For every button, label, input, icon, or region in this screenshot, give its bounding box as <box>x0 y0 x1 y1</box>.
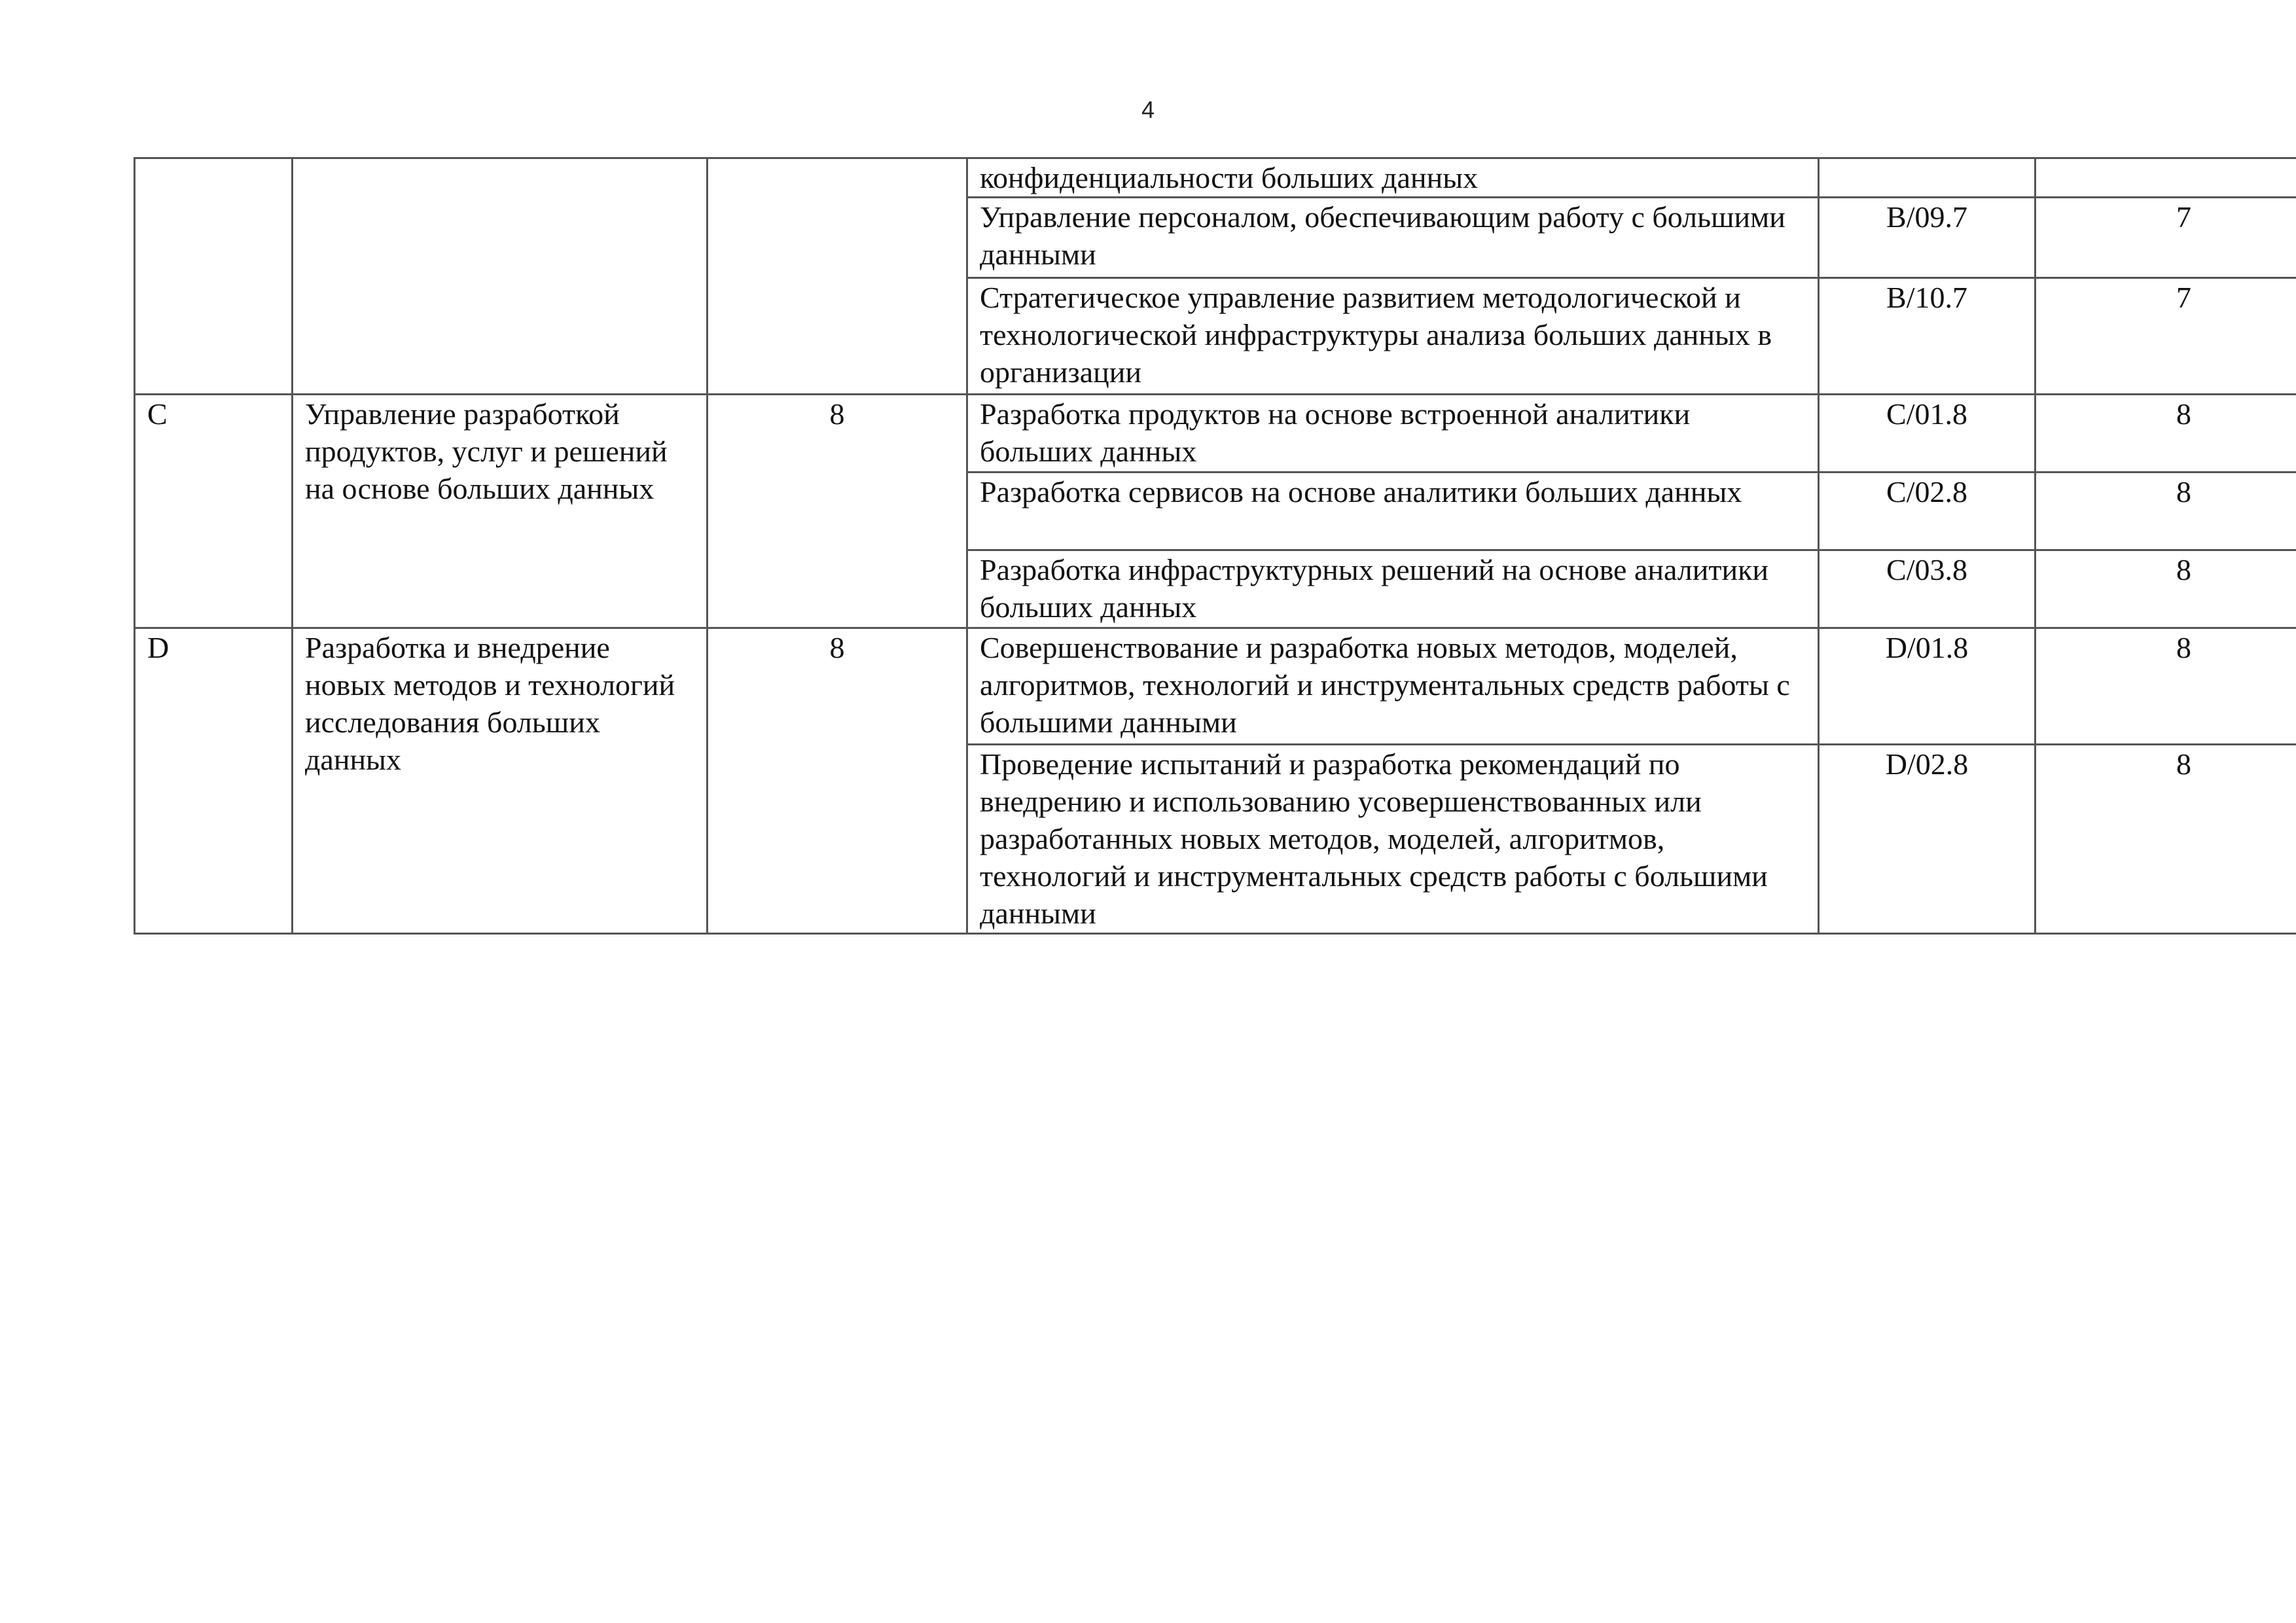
function-code-cell: B/10.7 <box>1819 278 2036 395</box>
function-name-cell: Стратегическое управление развитием методологической и технологической инфраструктуры анализа больших данных в организации <box>967 278 1819 395</box>
group-name-cell <box>293 158 708 395</box>
group-name-cell: Разработка и внедрение новых методов и технологий исследования больших данных <box>293 628 708 934</box>
function-name-cell: Управление персоналом, обеспечивающим работу с большими данными <box>967 198 1819 278</box>
function-code-cell: C/01.8 <box>1819 395 2036 473</box>
group-code-cell: C <box>135 395 293 628</box>
group-level-cell: 8 <box>708 395 967 628</box>
function-code-cell: C/02.8 <box>1819 473 2036 550</box>
group-code-cell <box>135 158 293 395</box>
function-level-cell: 8 <box>2036 745 2296 934</box>
function-code-cell: D/02.8 <box>1819 745 2036 934</box>
function-level-cell: 8 <box>2036 395 2296 473</box>
function-name-cell: Разработка продуктов на основе встроенной аналитики больших данных <box>967 395 1819 473</box>
group-level-cell <box>708 158 967 395</box>
table-row <box>135 395 2296 473</box>
function-code-cell: D/01.8 <box>1819 628 2036 745</box>
function-code-cell: C/03.8 <box>1819 550 2036 628</box>
function-level-cell <box>2036 158 2296 198</box>
function-level-cell: 8 <box>2036 473 2296 550</box>
function-name-cell: Совершенствование и разработка новых методов, моделей, алгоритмов, технологий и инструментальных средств работы с большими данными <box>967 628 1819 745</box>
function-level-cell: 7 <box>2036 198 2296 278</box>
labor-functions-table <box>134 157 2296 935</box>
function-level-cell: 8 <box>2036 628 2296 745</box>
function-name-cell: Разработка сервисов на основе аналитики больших данных <box>967 473 1819 550</box>
function-level-cell: 8 <box>2036 550 2296 628</box>
function-level-cell: 7 <box>2036 278 2296 395</box>
group-level-cell: 8 <box>708 628 967 934</box>
function-name-cell: Проведение испытаний и разработка рекомендаций по внедрению и использованию усовершенствованных или разработанных новых методов, моделей, алгоритмов, технологий и инструментальных средств работы с большими данными <box>967 745 1819 934</box>
table-row <box>135 158 2296 198</box>
table-row <box>135 628 2296 745</box>
function-name-cell: Разработка инфраструктурных решений на основе аналитики больших данных <box>967 550 1819 628</box>
function-name-cell: конфиденциальности больших данных <box>967 158 1819 198</box>
page-number: 4 <box>1141 96 1155 123</box>
function-code-cell <box>1819 158 2036 198</box>
function-code-cell: B/09.7 <box>1819 198 2036 278</box>
group-code-cell: D <box>135 628 293 934</box>
group-name-cell: Управление разработкой продуктов, услуг и решений на основе больших данных <box>293 395 708 628</box>
